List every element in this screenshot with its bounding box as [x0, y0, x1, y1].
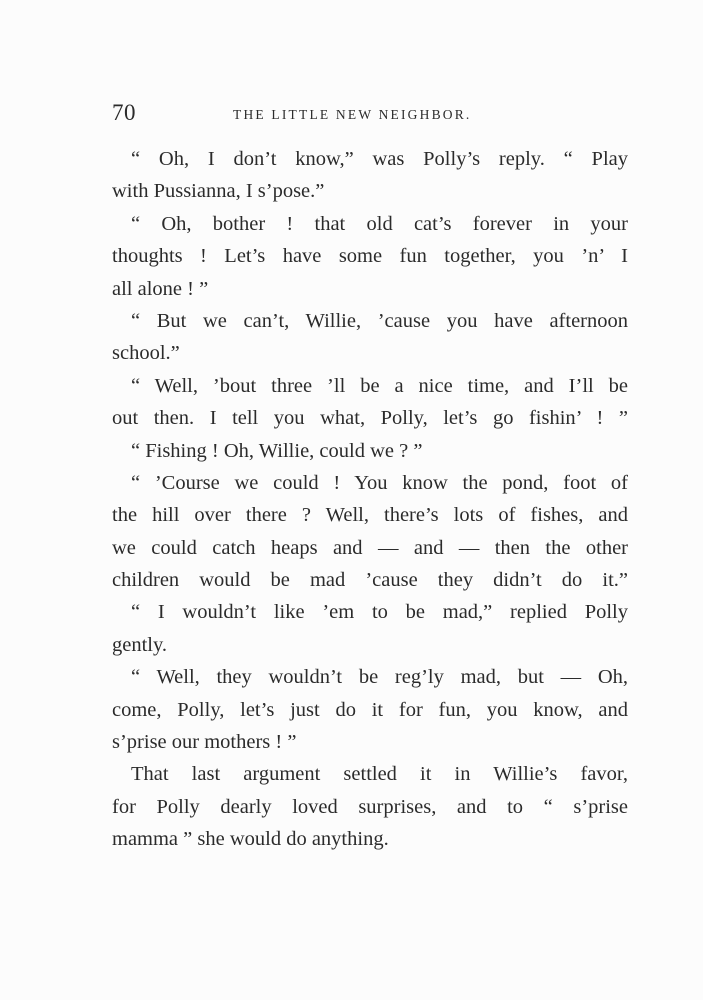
text-line: for Polly dearly loved surprises, and to “ s’prise [112, 795, 628, 818]
text-line: children would be mad ’cause they didn’t do it.” [112, 569, 628, 592]
text-line: school.” [112, 342, 180, 365]
body-text [112, 143, 628, 856]
text-line: “ But we can’t, Willie, ’cause you have afternoon [131, 309, 628, 332]
running-title: THE LITTLE NEW NEIGHBOR. [233, 107, 472, 122]
text-line: “ Oh, I don’t know,” was Polly’s reply. “ Play [131, 148, 628, 170]
text-line: “ Well, they wouldn’t be reg’ly mad, but — Oh, [131, 666, 628, 689]
text-line: “ Oh, bother ! that old cat’s forever in your [131, 212, 628, 235]
page-number: 70 [112, 100, 136, 125]
text-line: That last argument settled it in Willie’s favor, [131, 763, 628, 786]
text-line: all alone ! ” [112, 277, 209, 300]
text-line: “ I wouldn’t like ’em to be mad,” replied Polly [131, 601, 628, 624]
text-line: mamma ” she would do anything. [112, 828, 389, 851]
text-line: the hill over there ? Well, there’s lots of fishes, and [112, 504, 628, 527]
text-line: we could catch heaps and — and — then the other [112, 536, 628, 559]
text-line: “ Fishing ! Oh, Willie, could we ? ” [131, 439, 423, 462]
text-line: s’prise our mothers ! ” [112, 731, 297, 754]
text-line: with Pussianna, I s’pose.” [112, 180, 325, 203]
text-line: “ ’Course we could ! You know the pond, foot of [131, 471, 628, 494]
text-line: come, Polly, let’s just do it for fun, you know, and [112, 698, 628, 721]
text-line: out then. I tell you what, Polly, let’s go fishin’ ! ” [112, 407, 628, 430]
page-header [112, 100, 632, 130]
text-line: gently. [112, 633, 168, 656]
text-line: “ Well, ’bout three ’ll be a nice time, and I’ll be [131, 374, 628, 397]
text-line: thoughts ! Let’s have some fun together, you ’n’ I [112, 245, 628, 268]
